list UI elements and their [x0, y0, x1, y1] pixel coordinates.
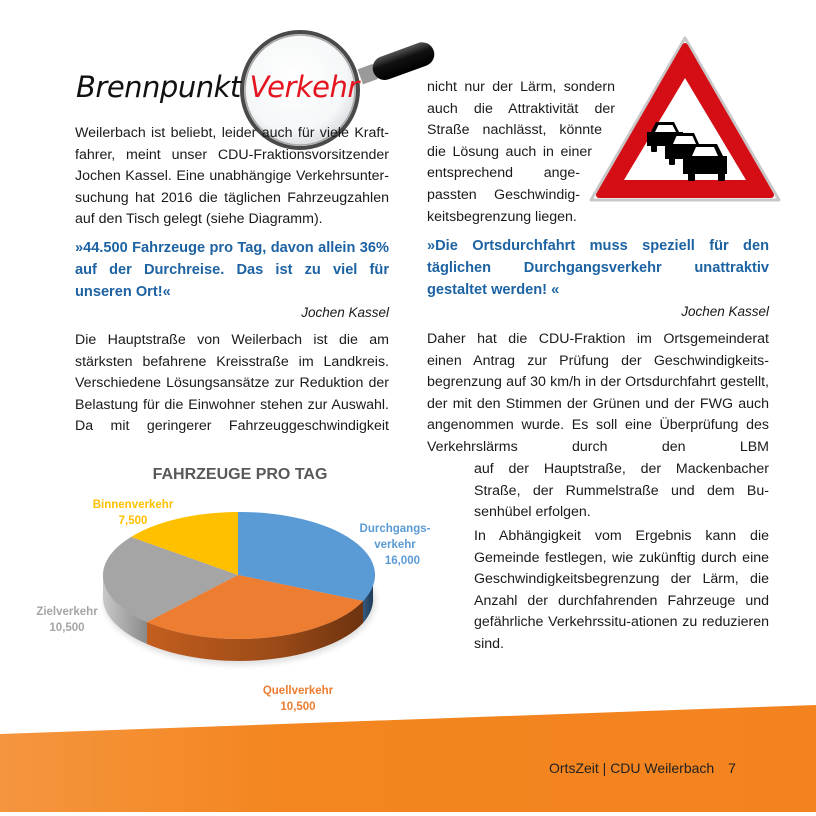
- footer-band: [0, 700, 816, 816]
- body-paragraph-right-1: [427, 329, 769, 459]
- intro-line: Jochen Kassel. Eine unabhängige Verkehrsunter-: [75, 168, 389, 185]
- label-value: 10,500: [49, 622, 85, 634]
- quote-text: »Die Ortsdurchfahrt muss speziell für den täglichen Durchgangsverkehr unattraktiv gestaltet werden! «: [427, 238, 769, 298]
- body-text: In Abhängigkeit vom Ergebnis kann die Gemeinde festlegen, wie zukünftig durch eine Geschwindigkeitsbegrenzung der Lärm, die Anzahl der durchfahrenden Fahrzeuge und gefährliche Verkehrssitu-ationen zu reduzieren sind.: [474, 528, 769, 652]
- text-line: auch die Attraktivität der: [427, 100, 615, 117]
- label-name: Quellverkehr: [262, 685, 334, 697]
- quote-author: Jochen Kassel: [681, 304, 769, 319]
- title-verkehr: Verkehr: [249, 70, 359, 104]
- text-line: entsprechend ange-: [427, 165, 580, 182]
- body-paragraph-right-1-indented: [474, 459, 769, 524]
- footer: [549, 760, 736, 776]
- title-brennpunkt: Brennpunkt: [76, 70, 241, 104]
- text-line: die Lösung auch in einer: [427, 143, 592, 160]
- body-text: auf der Hauptstraße, der Mackenbacher Straße, der Rummelstraße und dem Bu-senhübel erfolgen.: [474, 461, 769, 521]
- text-line: nicht nur der Lärm, sondern: [427, 79, 615, 95]
- pull-quote-right: [427, 235, 769, 319]
- intro-line: fahrer, meint unser CDU-Fraktionsvorsitzender: [75, 146, 389, 163]
- label-value: 16,000: [384, 555, 420, 567]
- label-value: 7,500: [118, 515, 148, 527]
- page-title: [76, 70, 359, 104]
- text-line: passten Geschwindig-: [427, 186, 580, 203]
- intro-line: suchung hat 2016 die täglichen Fahrzeugzahlen: [75, 189, 389, 206]
- label-binnenverkehr: [78, 497, 188, 529]
- pull-quote-left: [75, 237, 389, 320]
- label-name: verkehr: [374, 539, 416, 551]
- chart-title: FAHRZEUGE PRO TAG: [152, 466, 328, 483]
- quote-text: »44.500 Fahrzeuge pro Tag, davon allein 36% auf der Durchreise. Das ist zu viel für unseren Ort!«: [75, 240, 389, 300]
- body-text: Daher hat die CDU-Fraktion im Ortsgemeinderat einen Antrag zur Prüfung der Geschwindigkeits-begrenzung auf 30 km/h in der Ortsdurchfahrt gestellt, der mit den Stimmen der Grünen und der FWG auch angenommen wurde. Es soll eine Überprüfung des Verkehrslärms durch den LBM: [427, 331, 769, 455]
- body-text: Die Hauptstraße von Weilerbach ist die am stärksten befahrene Kreisstraße im Landkreis. Verschiedene Lösungsansätze zur Reduktion der Belastung für die Einwohner stehen zur Auswahl. Da mit geringerer Fahrzeuggeschwindigkeit: [75, 332, 389, 435]
- quote-author: Jochen Kassel: [301, 305, 389, 320]
- label-name: Binnenverkehr: [92, 499, 174, 511]
- body-paragraph-right-2: [474, 526, 769, 656]
- footer-publication: OrtsZeit | CDU Weilerbach: [549, 760, 715, 776]
- body-paragraph-left: [75, 330, 389, 438]
- traffic-jam-warning-sign-icon: [585, 32, 785, 207]
- intro-paragraph: [75, 123, 389, 231]
- label-value: 10,500: [280, 701, 316, 713]
- label-durchgangsverkehr: [350, 521, 440, 569]
- intro-line: auf den Tisch gelegt (siehe Diagramm).: [75, 211, 323, 228]
- text-line: keitsbegrenzung liegen.: [427, 208, 577, 225]
- intro-line: Weilerbach ist beliebt, leider auch für viele Kraft-: [75, 125, 389, 141]
- page-number: 7: [728, 760, 736, 776]
- text-line: Straße nachlässt, könnte: [427, 122, 602, 139]
- pie-chart: [95, 505, 385, 675]
- label-zielverkehr: [22, 604, 112, 636]
- label-name: Zielverkehr: [36, 606, 98, 618]
- label-name: Durchgangs-: [359, 523, 431, 535]
